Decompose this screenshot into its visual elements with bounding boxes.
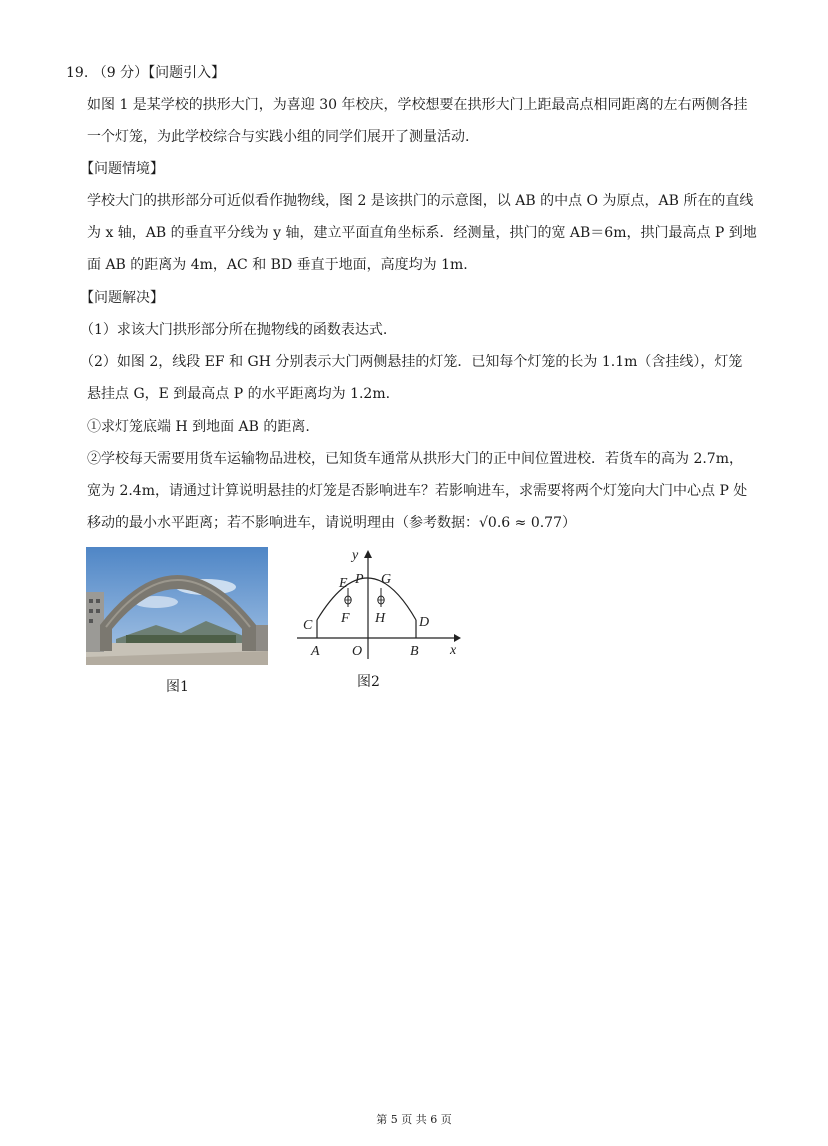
sub-question-2-line-2: 宽为 2.4m，请通过计算说明悬挂的灯笼是否影响进车？若影响进车，求需要将两个灯笼向大门中心点 P 处 [87,483,748,499]
label-p: P [355,572,364,587]
situation-line-2: 为 x 轴，AB 的垂直平分线为 y 轴，建立平面直角坐标系．经测量，拱门的宽 AB＝6m，拱门最高点 P 到地 [87,225,757,241]
question-number: 19. [66,65,89,81]
question-score: （9 分） [92,65,149,81]
sub-question-2-line-3: 移动的最小水平距离；若不影响进车，请说明理由（参考数据：√0.6 ≈ 0.77） [87,515,576,531]
y-axis-arrow [364,550,372,558]
label-c: C [303,618,313,633]
sub-question-1: ①求灯笼底端 H 到地面 AB 的距离. [87,419,310,435]
label-x: x [450,643,457,658]
label-g: G [381,572,392,587]
sub-question-2-line-1: ②学校每天需要用货车运输物品进校，已知货车通常从拱形大门的正中间位置进校．若货车的高为 2.7m， [87,451,743,467]
heading-solve: 【问题解决】 [80,290,164,306]
intro-line-1: 如图 1 是某学校的拱形大门，为喜迎 30 年校庆，学校想要在拱形大门上距最高点相同距离的左右两侧各挂 [87,97,748,113]
arch-gate-photo-image [86,547,268,665]
parabola-arch [317,578,416,620]
question-header [66,63,225,83]
situation-line-1: 学校大门的拱形部分可近似看作抛物线，图 2 是该拱门的示意图，以 AB 的中点 O 为原点，AB 所在的直线 [87,193,754,209]
part-2-line-2: 悬挂点 G，E 到最高点 P 的水平距离均为 1.2m. [87,386,391,402]
label-b: B [410,644,419,659]
label-f: F [341,611,350,626]
figure-2-caption: 图2 [357,674,380,690]
intro-line-2: 一个灯笼，为此学校综合与实践小组的同学们展开了测量活动. [87,129,470,145]
heading-situation: 【问题情境】 [80,161,164,177]
heading-intro: 【问题引入】 [148,65,226,81]
figure-2-diagram [292,547,467,666]
label-o: O [352,644,363,659]
figure-1-caption: 图1 [166,679,189,695]
x-axis-arrow [454,634,461,642]
part-2-line-1: （2）如图 2，线段 EF 和 GH 分别表示大门两侧悬挂的灯笼．已知每个灯笼的长为 1.1m（含挂线），灯笼 [80,354,743,370]
parabola-coordinate-diagram [292,547,467,662]
situation-line-3: 面 AB 的距离为 4m，AC 和 BD 垂直于地面，高度均为 1m. [87,257,468,273]
label-d: D [419,615,430,630]
label-a: A [311,644,320,659]
page-footer: 第 5 页 共 6 页 [376,1113,452,1126]
label-e: E [339,576,348,591]
figure-1-photo [86,547,268,665]
part-1: （1）求该大门拱形部分所在抛物线的函数表达式. [80,322,388,338]
label-y: y [352,548,359,563]
label-h: H [375,611,386,626]
